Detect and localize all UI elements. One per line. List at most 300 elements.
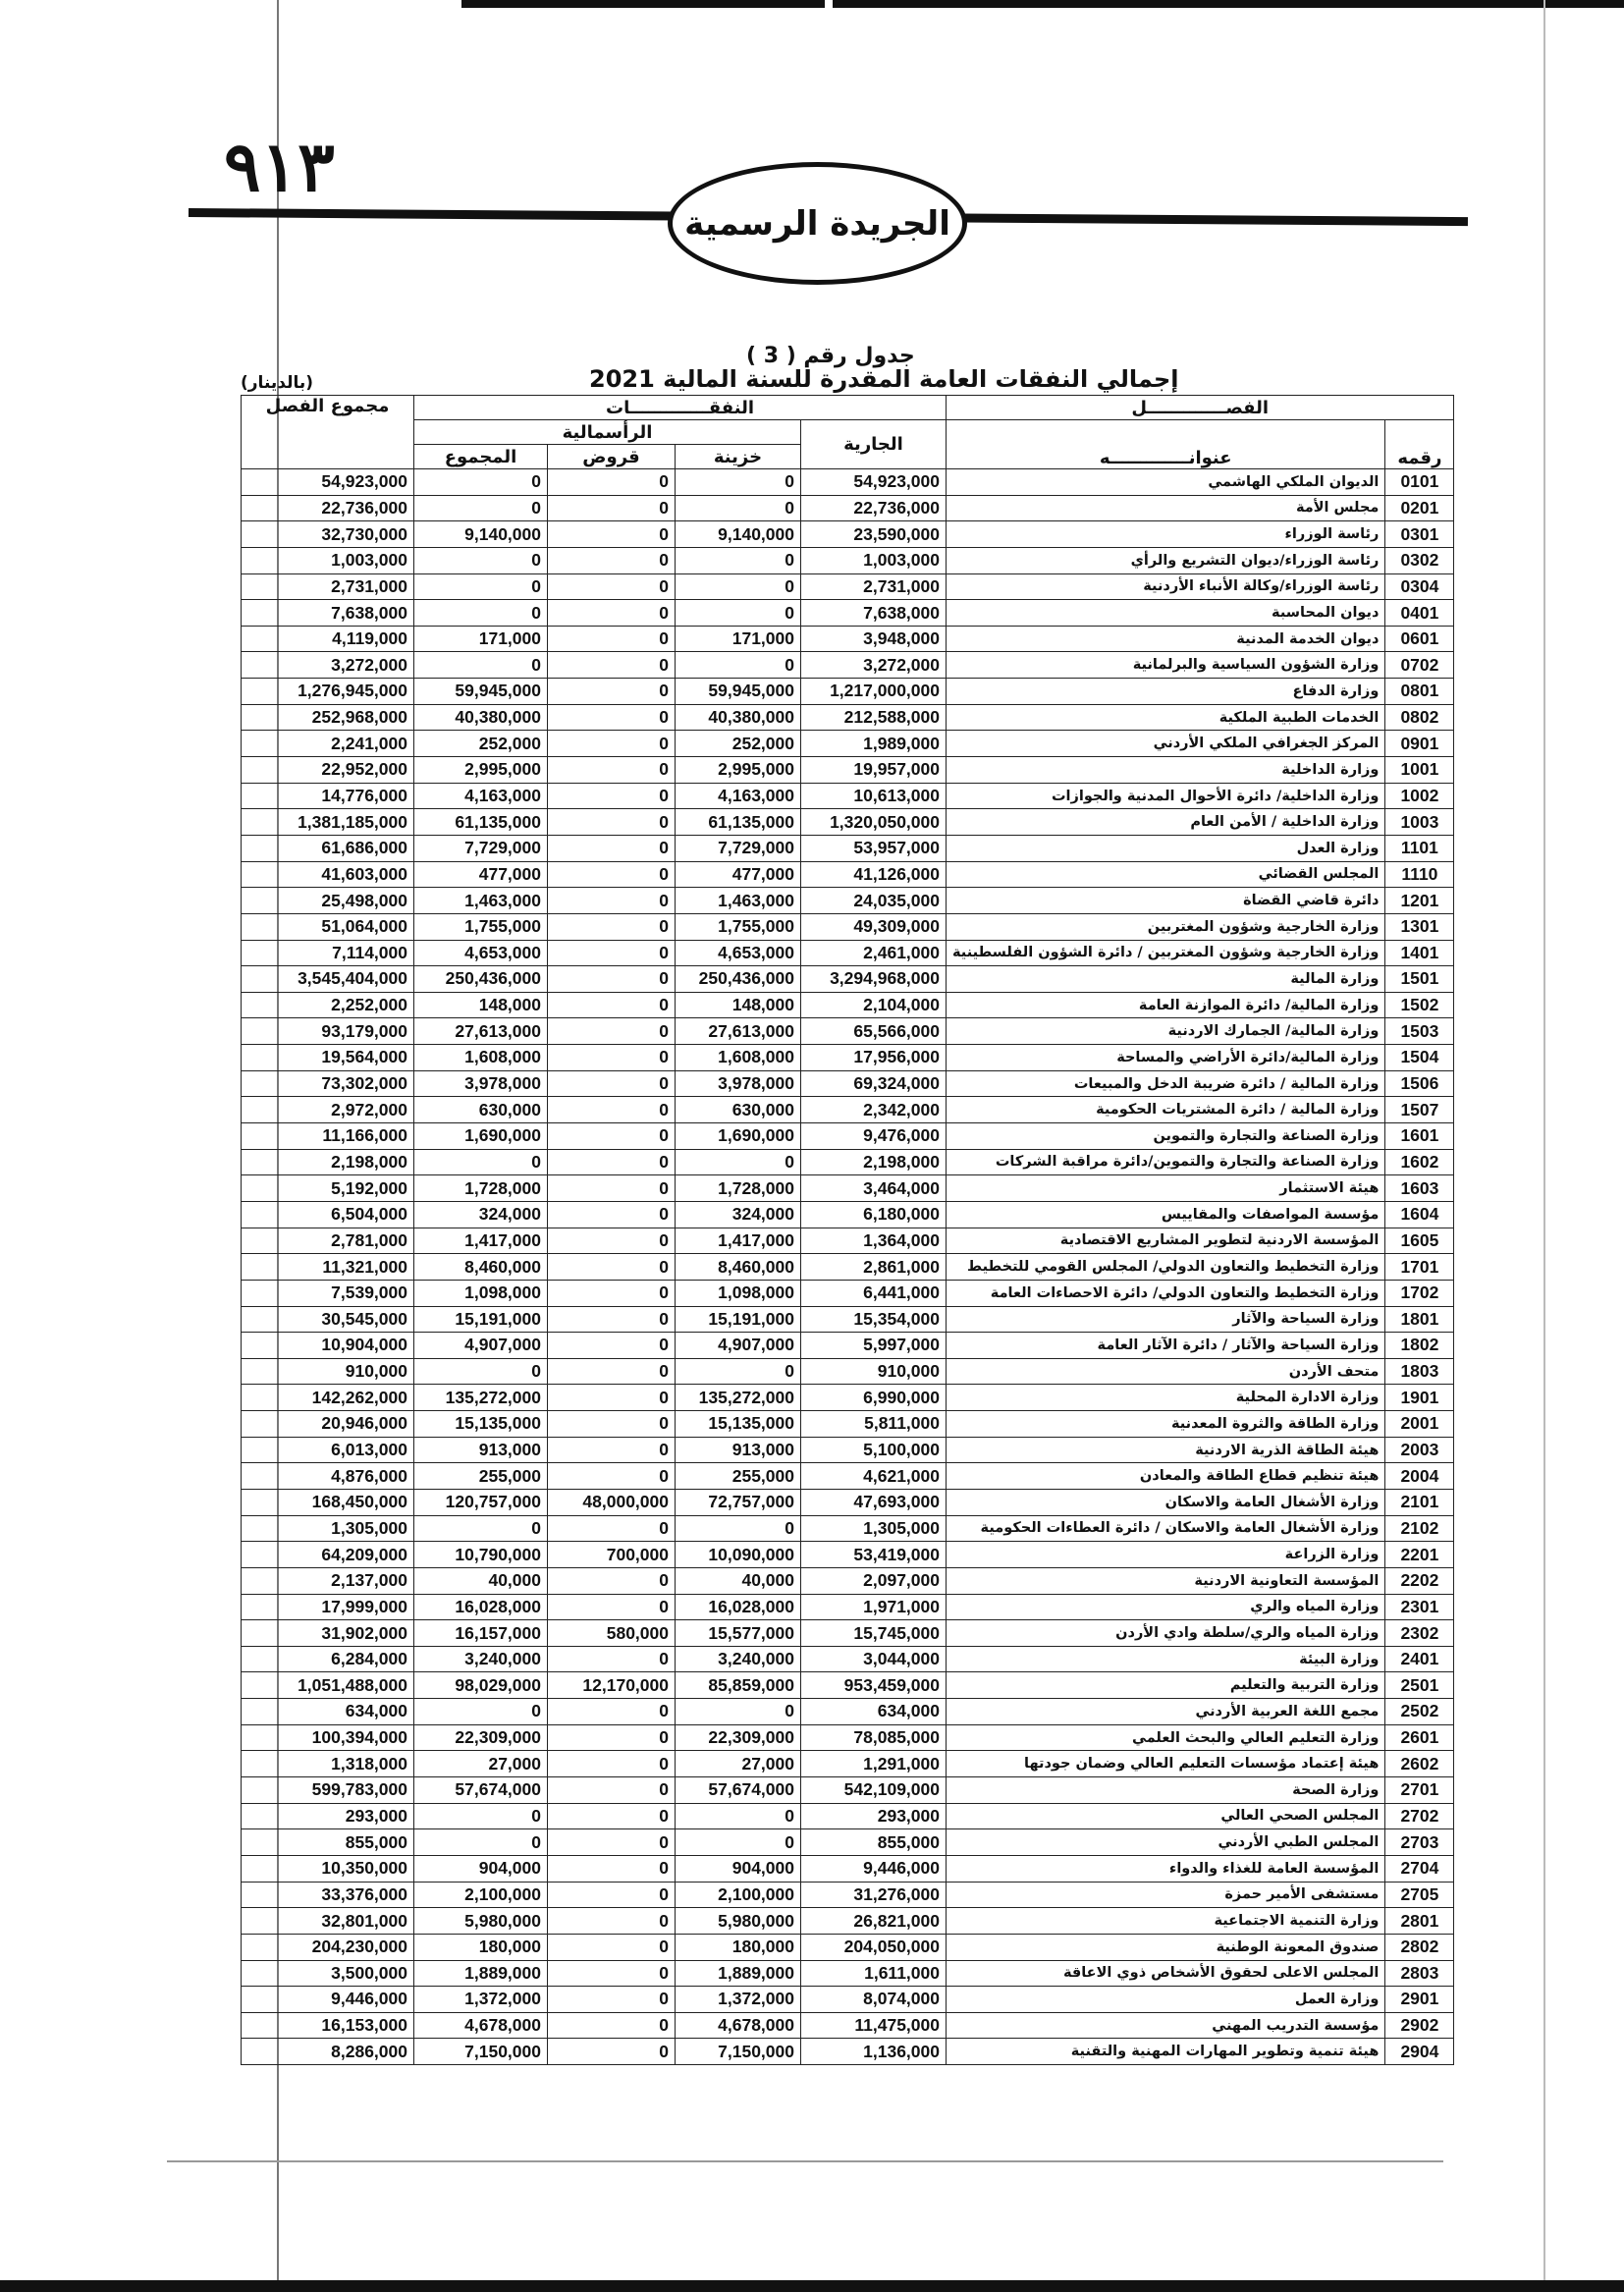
table-row: [242, 1123, 1454, 1150]
treasury-cell: 1,608,000: [676, 1045, 801, 1071]
treasury-cell: 0: [676, 1829, 801, 1856]
table-row: [242, 469, 1454, 496]
loans-cell: 0: [548, 2012, 676, 2039]
chapter-code-cell: 1604: [1385, 1201, 1454, 1228]
loans-cell: 0: [548, 2039, 676, 2065]
loans-cell: 12,170,000: [548, 1672, 676, 1699]
chapter-total-cell: 293,000: [242, 1803, 414, 1829]
loans-cell: 0: [548, 652, 676, 679]
current-cell: 1,989,000: [801, 731, 947, 757]
current-cell: 78,085,000: [801, 1724, 947, 1751]
chapter-code-cell: 2703: [1385, 1829, 1454, 1856]
loans-cell: 0: [548, 1070, 676, 1097]
table-row: [242, 757, 1454, 784]
chapter-code-cell: 0304: [1385, 573, 1454, 600]
table-row: [242, 1829, 1454, 1856]
current-cell: 212,588,000: [801, 704, 947, 731]
chapter-total-cell: 5,192,000: [242, 1175, 414, 1202]
table-row: [242, 1699, 1454, 1725]
capital-total-cell: 40,000: [414, 1567, 548, 1594]
capital-total-cell: 2,100,000: [414, 1882, 548, 1908]
table-row: [242, 1672, 1454, 1699]
chapter-name-cell: وزارة الصناعة والتجارة والتموين/دائرة مراقبة الشركات: [947, 1149, 1385, 1175]
loans-cell: 0: [548, 861, 676, 888]
treasury-cell: 1,417,000: [676, 1228, 801, 1254]
chapter-name-cell: وزارة العمل: [947, 1987, 1385, 2013]
chapter-name-cell: المؤسسة العامة للغذاء والدواء: [947, 1855, 1385, 1882]
capital-total-cell: 15,135,000: [414, 1411, 548, 1438]
top-edge-bar: [833, 0, 1624, 8]
chapter-code-cell: 2701: [1385, 1777, 1454, 1804]
current-cell: 3,044,000: [801, 1646, 947, 1672]
table-row: [242, 1882, 1454, 1908]
chapter-name-cell: وزارة المالية/ دائرة الموازنة العامة: [947, 992, 1385, 1018]
loans-cell: 0: [548, 1594, 676, 1620]
chapter-name-cell: مؤسسة التدريب المهني: [947, 2012, 1385, 2039]
chapter-code-cell: 2901: [1385, 1987, 1454, 2013]
treasury-cell: 255,000: [676, 1463, 801, 1490]
chapter-name-cell: وزارة الطاقة والثروة المعدنية: [947, 1411, 1385, 1438]
chapter-code-cell: 1301: [1385, 913, 1454, 940]
loans-cell: 0: [548, 600, 676, 627]
current-cell: 17,956,000: [801, 1045, 947, 1071]
chapter-code-cell: 2101: [1385, 1489, 1454, 1515]
chapter-code-cell: 2003: [1385, 1437, 1454, 1463]
loans-cell: 0: [548, 1306, 676, 1333]
loans-cell: 0: [548, 1254, 676, 1281]
treasury-cell: 250,436,000: [676, 966, 801, 993]
current-cell: 2,461,000: [801, 940, 947, 966]
treasury-cell: 22,309,000: [676, 1724, 801, 1751]
table-row: [242, 1385, 1454, 1411]
capital-total-cell: 3,240,000: [414, 1646, 548, 1672]
chapter-name-cell: الخدمات الطبية الملكية: [947, 704, 1385, 731]
table-row: [242, 1254, 1454, 1281]
capital-total-cell: 324,000: [414, 1201, 548, 1228]
capital-total-cell: 1,889,000: [414, 1960, 548, 1987]
table-row: [242, 1437, 1454, 1463]
table-row: [242, 1987, 1454, 2013]
capital-total-cell: 1,755,000: [414, 913, 548, 940]
table-row: [242, 966, 1454, 993]
current-cell: 1,305,000: [801, 1515, 947, 1542]
chapter-name-cell: رئاسة الوزراء: [947, 521, 1385, 548]
capital-total-cell: 1,690,000: [414, 1123, 548, 1150]
capital-total-cell: 1,463,000: [414, 888, 548, 914]
table-row: [242, 1175, 1454, 1202]
treasury-cell: 4,163,000: [676, 783, 801, 809]
header-chapter-total: مجموع الفصل: [242, 396, 414, 469]
loans-cell: 0: [548, 1934, 676, 1960]
treasury-cell: 148,000: [676, 992, 801, 1018]
capital-total-cell: 27,000: [414, 1751, 548, 1777]
table-row: [242, 652, 1454, 679]
treasury-cell: 7,150,000: [676, 2039, 801, 2065]
chapter-code-cell: 1603: [1385, 1175, 1454, 1202]
chapter-total-cell: 64,209,000: [242, 1542, 414, 1568]
capital-total-cell: 98,029,000: [414, 1672, 548, 1699]
chapter-total-cell: 22,736,000: [242, 495, 414, 521]
current-cell: 8,074,000: [801, 1987, 947, 2013]
chapter-total-cell: 2,198,000: [242, 1149, 414, 1175]
header-capital-total: المجموع: [414, 445, 548, 469]
header-loans: قروض: [548, 445, 676, 469]
chapter-code-cell: 1801: [1385, 1306, 1454, 1333]
chapter-code-cell: 2705: [1385, 1882, 1454, 1908]
chapter-total-cell: 10,350,000: [242, 1855, 414, 1882]
treasury-cell: 2,995,000: [676, 757, 801, 784]
loans-cell: 0: [548, 835, 676, 861]
table-row: [242, 1045, 1454, 1071]
chapter-total-cell: 32,730,000: [242, 521, 414, 548]
table-row: [242, 573, 1454, 600]
capital-total-cell: 0: [414, 1829, 548, 1856]
chapter-total-cell: 100,394,000: [242, 1724, 414, 1751]
current-cell: 15,354,000: [801, 1306, 947, 1333]
current-cell: 3,272,000: [801, 652, 947, 679]
treasury-cell: 2,100,000: [676, 1882, 801, 1908]
table-row: [242, 1908, 1454, 1935]
loans-cell: 580,000: [548, 1620, 676, 1647]
chapter-total-cell: 1,051,488,000: [242, 1672, 414, 1699]
table-row: [242, 495, 1454, 521]
chapter-code-cell: 1602: [1385, 1149, 1454, 1175]
chapter-name-cell: المجلس الصحي العالي: [947, 1803, 1385, 1829]
chapter-name-cell: وزارة التعليم العالي والبحث العلمي: [947, 1724, 1385, 1751]
loans-cell: 0: [548, 966, 676, 993]
chapter-code-cell: 2302: [1385, 1620, 1454, 1647]
current-cell: 53,957,000: [801, 835, 947, 861]
current-cell: 1,320,050,000: [801, 809, 947, 836]
loans-cell: 0: [548, 679, 676, 705]
chapter-total-cell: 4,119,000: [242, 626, 414, 652]
chapter-code-cell: 1101: [1385, 835, 1454, 861]
chapter-name-cell: ديوان المحاسبة: [947, 600, 1385, 627]
treasury-cell: 477,000: [676, 861, 801, 888]
chapter-total-cell: 3,500,000: [242, 1960, 414, 1987]
table-row: [242, 2039, 1454, 2065]
chapter-total-cell: 3,272,000: [242, 652, 414, 679]
treasury-cell: 1,098,000: [676, 1280, 801, 1306]
loans-cell: 0: [548, 1280, 676, 1306]
chapter-total-cell: 25,498,000: [242, 888, 414, 914]
table-row: [242, 521, 1454, 548]
table-row: [242, 1542, 1454, 1568]
capital-total-cell: 7,729,000: [414, 835, 548, 861]
chapter-total-cell: 51,064,000: [242, 913, 414, 940]
treasury-cell: 15,191,000: [676, 1306, 801, 1333]
loans-cell: 0: [548, 704, 676, 731]
chapter-code-cell: 2601: [1385, 1724, 1454, 1751]
chapter-name-cell: وزارة المالية / دائرة ضريبة الدخل والمبيعات: [947, 1070, 1385, 1097]
capital-total-cell: 0: [414, 1149, 548, 1175]
chapter-total-cell: 6,013,000: [242, 1437, 414, 1463]
chapter-total-cell: 1,003,000: [242, 547, 414, 573]
current-cell: 2,731,000: [801, 573, 947, 600]
chapter-name-cell: هيئة تنظيم قطاع الطاقة والمعادن: [947, 1463, 1385, 1490]
chapter-code-cell: 0901: [1385, 731, 1454, 757]
table-title: إجمالي النفقات العامة المقدرة للسنة المالية 2021: [589, 365, 1179, 393]
chapter-total-cell: 32,801,000: [242, 1908, 414, 1935]
capital-total-cell: 0: [414, 573, 548, 600]
chapter-name-cell: وزارة السياحة والآثار / دائرة الآثار العامة: [947, 1333, 1385, 1359]
chapter-code-cell: 1001: [1385, 757, 1454, 784]
chapter-code-cell: 2902: [1385, 2012, 1454, 2039]
chapter-code-cell: 1802: [1385, 1333, 1454, 1359]
table-row: [242, 1358, 1454, 1385]
capital-total-cell: 0: [414, 600, 548, 627]
chapter-total-cell: 142,262,000: [242, 1385, 414, 1411]
table-row: [242, 940, 1454, 966]
chapter-name-cell: هيئة الاستثمار: [947, 1175, 1385, 1202]
treasury-cell: 3,978,000: [676, 1070, 801, 1097]
chapter-total-cell: 11,321,000: [242, 1254, 414, 1281]
capital-total-cell: 5,980,000: [414, 1908, 548, 1935]
chapter-code-cell: 1501: [1385, 966, 1454, 993]
chapter-code-cell: 2904: [1385, 2039, 1454, 2065]
current-cell: 6,180,000: [801, 1201, 947, 1228]
chapter-total-cell: 168,450,000: [242, 1489, 414, 1515]
capital-total-cell: 0: [414, 547, 548, 573]
chapter-total-cell: 7,638,000: [242, 600, 414, 627]
capital-total-cell: 40,380,000: [414, 704, 548, 731]
capital-total-cell: 3,978,000: [414, 1070, 548, 1097]
current-cell: 9,476,000: [801, 1123, 947, 1150]
current-cell: 41,126,000: [801, 861, 947, 888]
loans-cell: 0: [548, 469, 676, 496]
capital-total-cell: 180,000: [414, 1934, 548, 1960]
treasury-cell: 8,460,000: [676, 1254, 801, 1281]
chapter-name-cell: وزارة التخطيط والتعاون الدولي/ المجلس القومي للتخطيط: [947, 1254, 1385, 1281]
table-row: [242, 783, 1454, 809]
capital-total-cell: 8,460,000: [414, 1254, 548, 1281]
chapter-code-cell: 1506: [1385, 1070, 1454, 1097]
chapter-total-cell: 204,230,000: [242, 1934, 414, 1960]
chapter-total-cell: 2,781,000: [242, 1228, 414, 1254]
chapter-total-cell: 14,776,000: [242, 783, 414, 809]
chapter-total-cell: 7,114,000: [242, 940, 414, 966]
chapter-code-cell: 1503: [1385, 1018, 1454, 1045]
table-row: [242, 1620, 1454, 1647]
treasury-cell: 0: [676, 495, 801, 521]
top-edge-bar: [461, 0, 825, 8]
current-cell: 6,441,000: [801, 1280, 947, 1306]
chapter-total-cell: 31,902,000: [242, 1620, 414, 1647]
treasury-cell: 1,728,000: [676, 1175, 801, 1202]
chapter-total-cell: 2,972,000: [242, 1097, 414, 1123]
chapter-code-cell: 0802: [1385, 704, 1454, 731]
capital-total-cell: 22,309,000: [414, 1724, 548, 1751]
chapter-total-cell: 73,302,000: [242, 1070, 414, 1097]
current-cell: 49,309,000: [801, 913, 947, 940]
loans-cell: 0: [548, 1960, 676, 1987]
loans-cell: 0: [548, 1201, 676, 1228]
table-row: [242, 1777, 1454, 1804]
loans-cell: 0: [548, 1045, 676, 1071]
chapter-total-cell: 4,876,000: [242, 1463, 414, 1490]
capital-total-cell: 250,436,000: [414, 966, 548, 993]
current-cell: 3,294,968,000: [801, 966, 947, 993]
table-row: [242, 809, 1454, 836]
chapter-name-cell: وزارة الأشغال العامة والاسكان / دائرة العطاءات الحكومية: [947, 1515, 1385, 1542]
treasury-cell: 904,000: [676, 1855, 801, 1882]
treasury-cell: 85,859,000: [676, 1672, 801, 1699]
treasury-cell: 1,372,000: [676, 1987, 801, 2013]
gazette-title: الجريدة الرسمية: [668, 162, 967, 285]
chapter-name-cell: وزارة الادارة المحلية: [947, 1385, 1385, 1411]
capital-total-cell: 10,790,000: [414, 1542, 548, 1568]
current-cell: 293,000: [801, 1803, 947, 1829]
treasury-cell: 0: [676, 1515, 801, 1542]
scan-margin-line: [1543, 0, 1545, 2292]
current-cell: 22,736,000: [801, 495, 947, 521]
chapter-total-cell: 17,999,000: [242, 1594, 414, 1620]
capital-total-cell: 4,678,000: [414, 2012, 548, 2039]
treasury-cell: 0: [676, 1803, 801, 1829]
current-cell: 1,136,000: [801, 2039, 947, 2065]
chapter-total-cell: 1,381,185,000: [242, 809, 414, 836]
capital-total-cell: 0: [414, 469, 548, 496]
loans-cell: 700,000: [548, 1542, 676, 1568]
capital-total-cell: 1,728,000: [414, 1175, 548, 1202]
capital-total-cell: 61,135,000: [414, 809, 548, 836]
table-row: [242, 626, 1454, 652]
loans-cell: 48,000,000: [548, 1489, 676, 1515]
table-row: [242, 835, 1454, 861]
capital-total-cell: 1,098,000: [414, 1280, 548, 1306]
capital-total-cell: 57,674,000: [414, 1777, 548, 1804]
chapter-name-cell: مجلس الأمة: [947, 495, 1385, 521]
capital-total-cell: 171,000: [414, 626, 548, 652]
loans-cell: 0: [548, 626, 676, 652]
loans-cell: 0: [548, 1646, 676, 1672]
chapter-name-cell: وزارة التخطيط والتعاون الدولي/ دائرة الاحصاءات العامة: [947, 1280, 1385, 1306]
loans-cell: 0: [548, 1175, 676, 1202]
chapter-total-cell: 1,318,000: [242, 1751, 414, 1777]
unit-label: (بالدينار): [241, 373, 314, 393]
treasury-cell: 4,678,000: [676, 2012, 801, 2039]
table-row: [242, 992, 1454, 1018]
capital-total-cell: 120,757,000: [414, 1489, 548, 1515]
loans-cell: 0: [548, 1777, 676, 1804]
chapter-name-cell: وزارة الخارجية وشؤون المغتربين / دائرة الشؤون الفلسطينية: [947, 940, 1385, 966]
current-cell: 2,198,000: [801, 1149, 947, 1175]
chapter-total-cell: 61,686,000: [242, 835, 414, 861]
loans-cell: 0: [548, 1358, 676, 1385]
table-row: [242, 600, 1454, 627]
chapter-code-cell: 2803: [1385, 1960, 1454, 1987]
capital-total-cell: 0: [414, 495, 548, 521]
chapter-name-cell: وزارة البيئة: [947, 1646, 1385, 1672]
loans-cell: 0: [548, 1908, 676, 1935]
current-cell: 4,621,000: [801, 1463, 947, 1490]
capital-total-cell: 27,613,000: [414, 1018, 548, 1045]
current-cell: 2,097,000: [801, 1567, 947, 1594]
table-row: [242, 731, 1454, 757]
chapter-total-cell: 11,166,000: [242, 1123, 414, 1150]
chapter-name-cell: المركز الجغرافي الملكي الأردني: [947, 731, 1385, 757]
chapter-name-cell: وزارة الصحة: [947, 1777, 1385, 1804]
loans-cell: 0: [548, 1437, 676, 1463]
chapter-code-cell: 1502: [1385, 992, 1454, 1018]
chapter-code-cell: 0301: [1385, 521, 1454, 548]
loans-cell: 0: [548, 888, 676, 914]
loans-cell: 0: [548, 1803, 676, 1829]
table-row: [242, 1280, 1454, 1306]
loans-cell: 0: [548, 1018, 676, 1045]
loans-cell: 0: [548, 1829, 676, 1856]
chapter-code-cell: 1003: [1385, 809, 1454, 836]
current-cell: 1,003,000: [801, 547, 947, 573]
chapter-name-cell: دائرة قاضي القضاة: [947, 888, 1385, 914]
table-row: [242, 1333, 1454, 1359]
capital-total-cell: 1,608,000: [414, 1045, 548, 1071]
loans-cell: 0: [548, 495, 676, 521]
current-cell: 953,459,000: [801, 1672, 947, 1699]
table-row: [242, 1411, 1454, 1438]
chapter-total-cell: 30,545,000: [242, 1306, 414, 1333]
loans-cell: 0: [548, 1699, 676, 1725]
capital-total-cell: 4,653,000: [414, 940, 548, 966]
chapter-code-cell: 0101: [1385, 469, 1454, 496]
current-cell: 1,971,000: [801, 1594, 947, 1620]
table-row: [242, 1463, 1454, 1490]
table-row: [242, 547, 1454, 573]
header-row: [242, 420, 1454, 445]
loans-cell: 0: [548, 809, 676, 836]
chapter-name-cell: وزارة الخارجية وشؤون المغتربين: [947, 913, 1385, 940]
capital-total-cell: 2,995,000: [414, 757, 548, 784]
current-cell: 910,000: [801, 1358, 947, 1385]
table-row: [242, 1489, 1454, 1515]
treasury-cell: 0: [676, 469, 801, 496]
current-cell: 2,342,000: [801, 1097, 947, 1123]
chapter-name-cell: مجمع اللغة العربية الأردني: [947, 1699, 1385, 1725]
chapter-code-cell: 1901: [1385, 1385, 1454, 1411]
capital-total-cell: 913,000: [414, 1437, 548, 1463]
current-cell: 10,613,000: [801, 783, 947, 809]
loans-cell: 0: [548, 992, 676, 1018]
loans-cell: 0: [548, 1333, 676, 1359]
current-cell: 5,100,000: [801, 1437, 947, 1463]
chapter-code-cell: 2501: [1385, 1672, 1454, 1699]
capital-total-cell: 4,163,000: [414, 783, 548, 809]
chapter-total-cell: 8,286,000: [242, 2039, 414, 2065]
current-cell: 542,109,000: [801, 1777, 947, 1804]
header-capital: الرأسمالية: [414, 420, 801, 445]
chapter-code-cell: 0702: [1385, 652, 1454, 679]
chapter-code-cell: 0601: [1385, 626, 1454, 652]
current-cell: 5,811,000: [801, 1411, 947, 1438]
chapter-code-cell: 2802: [1385, 1934, 1454, 1960]
chapter-code-cell: 2401: [1385, 1646, 1454, 1672]
chapter-name-cell: المجلس الاعلى لحقوق الأشخاص ذوي الاعاقة: [947, 1960, 1385, 1987]
chapter-code-cell: 2001: [1385, 1411, 1454, 1438]
treasury-cell: 0: [676, 1149, 801, 1175]
table-body: [242, 469, 1454, 2065]
capital-total-cell: 16,028,000: [414, 1594, 548, 1620]
header-expenses: النفقـــــــــــــات: [414, 396, 947, 420]
table-number: جدول رقم ( 3 ): [746, 344, 915, 368]
chapter-code-cell: 2602: [1385, 1751, 1454, 1777]
loans-cell: 0: [548, 1987, 676, 2013]
chapter-code-cell: 2502: [1385, 1699, 1454, 1725]
current-cell: 634,000: [801, 1699, 947, 1725]
loans-cell: 0: [548, 1724, 676, 1751]
chapter-code-cell: 1605: [1385, 1228, 1454, 1254]
chapter-name-cell: وزارة المالية/ الجمارك الاردنية: [947, 1018, 1385, 1045]
chapter-code-cell: 0302: [1385, 547, 1454, 573]
